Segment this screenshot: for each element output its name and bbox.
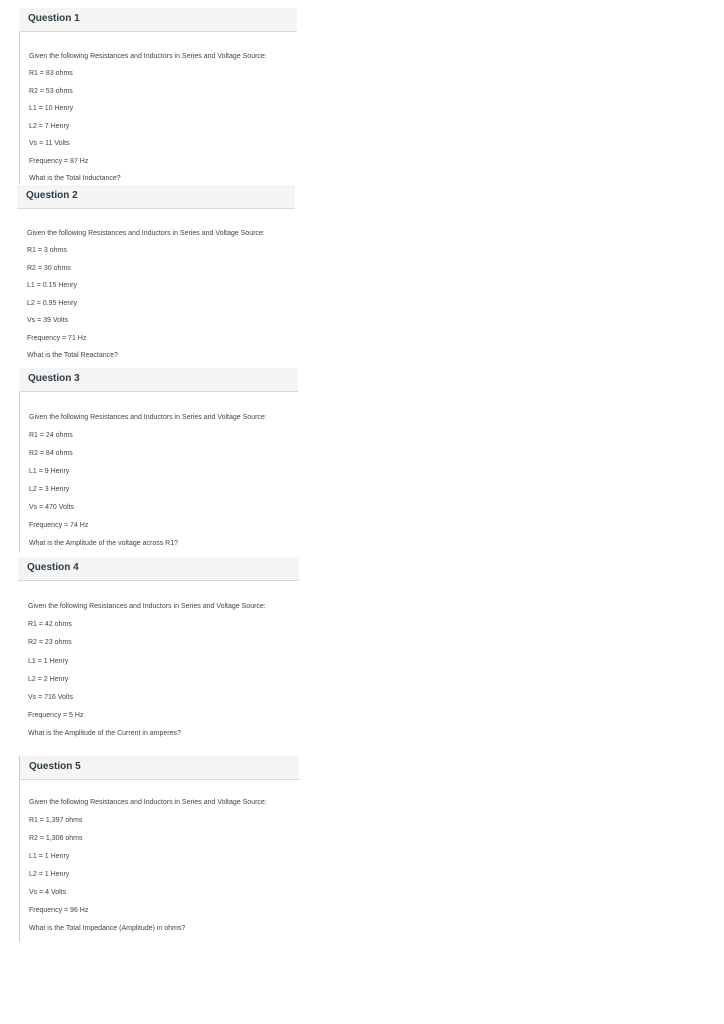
question-intro: Given the following Resistances and Inductors in Series and Voltage Source:	[29, 414, 267, 421]
voltage-source: Vs = 716 Volts	[28, 694, 73, 701]
question-title: Question 4	[18, 557, 299, 581]
question-title: Question 3	[19, 368, 298, 392]
frequency: Frequency = 87 Hz	[29, 158, 89, 165]
resistor-r1: R1 = 1,397 ohms	[29, 817, 83, 824]
resistor-r2: R2 = 1,306 ohms	[29, 835, 83, 842]
resistor-r2: R2 = 30 ohms	[27, 265, 71, 272]
inductor-l2: L2 = 7 Henry	[29, 123, 70, 130]
inductor-l2: L2 = 2 Henry	[28, 676, 69, 683]
question-prompt: What is the Total Impedance (Amplitude) in ohms?	[29, 925, 186, 932]
frequency: Frequency = 96 Hz	[29, 907, 89, 914]
frequency: Frequency = 74 Hz	[29, 522, 89, 529]
frequency: Frequency = 5 Hz	[28, 712, 84, 719]
question-body	[18, 581, 299, 741]
question-intro: Given the following Resistances and Inductors in Series and Voltage Source:	[29, 53, 267, 60]
inductor-l1: L1 = 1 Henry	[28, 658, 69, 665]
question-prompt: What is the Amplitude of the voltage across R1?	[29, 540, 179, 547]
inductor-l1: L1 = 10 Henry	[29, 105, 74, 112]
question-body	[19, 780, 299, 942]
question-body	[17, 209, 295, 365]
question-title: Question 5	[19, 756, 299, 780]
question-prompt: What is the Amplitude of the Current in amperes?	[28, 730, 181, 737]
inductor-l2: L2 = 3 Henry	[29, 486, 70, 493]
resistor-r2: R2 = 53 ohms	[29, 88, 73, 95]
inductor-l1: L1 = 9 Henry	[29, 468, 70, 475]
question-body	[19, 392, 298, 552]
question-intro: Given the following Resistances and Inductors in Series and Voltage Source:	[29, 799, 267, 806]
voltage-source: Vs = 11 Volts	[29, 140, 70, 147]
inductor-l1: L1 = 1 Henry	[29, 853, 70, 860]
voltage-source: Vs = 4 Volts	[29, 889, 67, 896]
resistor-r2: R2 = 23 ohms	[28, 639, 72, 646]
resistor-r1: R1 = 3 ohms	[27, 247, 67, 254]
inductor-l1: L1 = 0.15 Henry	[27, 282, 78, 289]
question-prompt: What is the Total Inductance?	[29, 175, 121, 182]
resistor-r2: R2 = 84 ohms	[29, 450, 73, 457]
question-title: Question 1	[19, 8, 297, 32]
inductor-l2: L2 = 0.95 Henry	[27, 300, 78, 307]
question-body	[19, 32, 297, 184]
question-intro: Given the following Resistances and Inductors in Series and Voltage Source:	[28, 603, 266, 610]
question-prompt: What is the Total Reactance?	[27, 352, 118, 359]
question-intro: Given the following Resistances and Inductors in Series and Voltage Source:	[27, 230, 265, 237]
voltage-source: Vs = 39 Volts	[27, 317, 69, 324]
inductor-l2: L2 = 1 Henry	[29, 871, 70, 878]
frequency: Frequency = 71 Hz	[27, 335, 87, 342]
resistor-r1: R1 = 42 ohms	[28, 621, 72, 628]
resistor-r1: R1 = 24 ohms	[29, 432, 73, 439]
resistor-r1: R1 = 83 ohms	[29, 70, 73, 77]
question-title: Question 2	[17, 185, 295, 209]
voltage-source: Vs = 470 Volts	[29, 504, 74, 511]
